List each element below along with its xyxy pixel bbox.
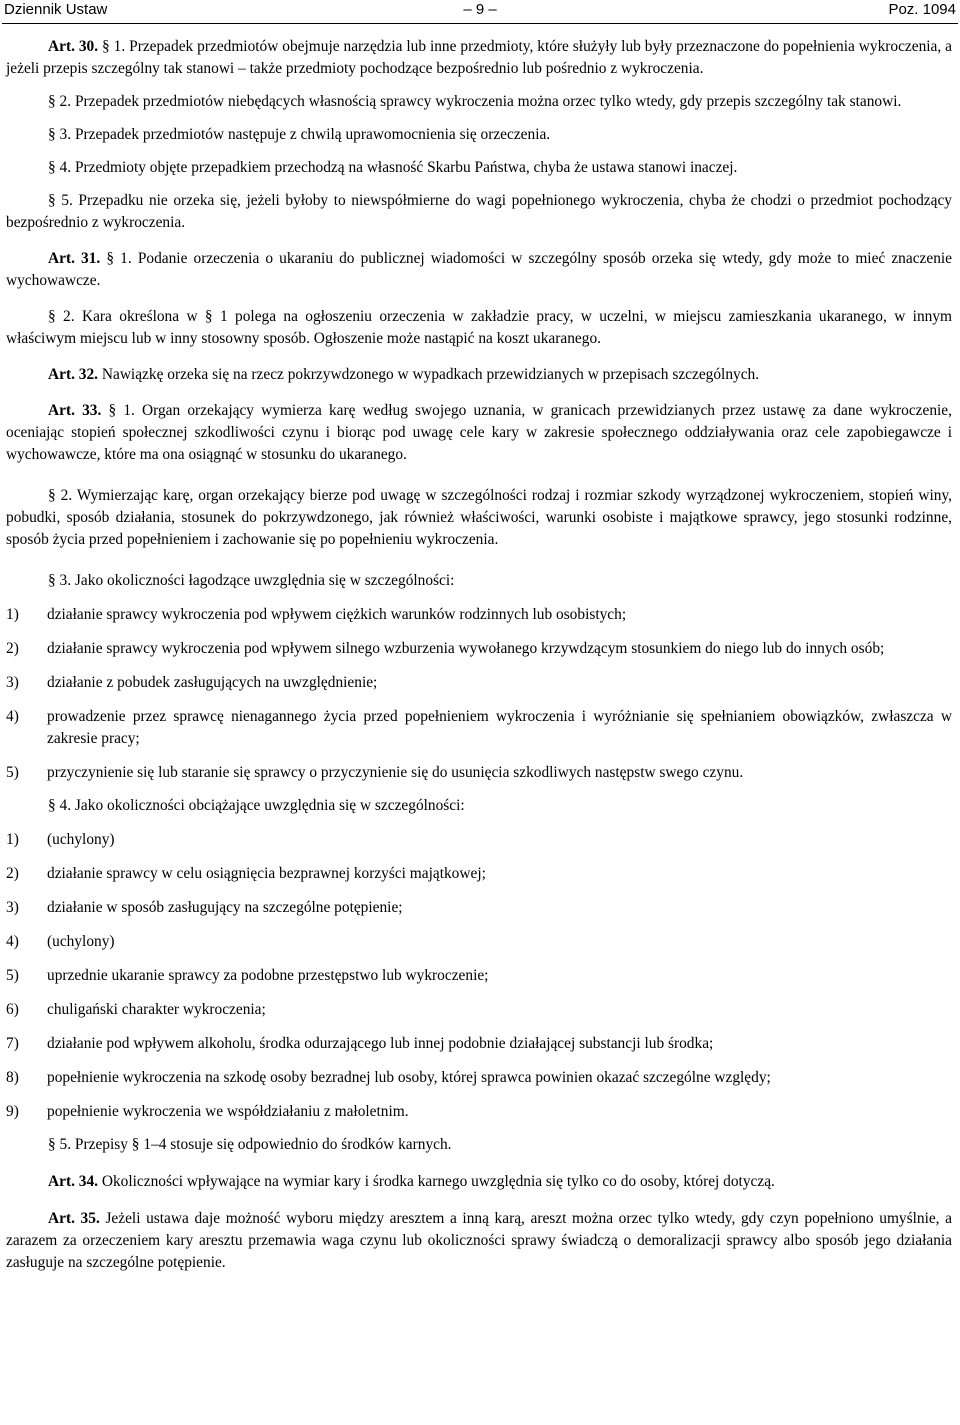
- list-item: [6, 638, 952, 660]
- article-label: Art. 32.: [48, 366, 99, 383]
- position-number: Poz. 1094: [888, 1, 956, 18]
- paragraph-text: Przepadek przedmiotów następuje z chwilą uprawomocnienia się orzeczenia.: [74, 126, 551, 143]
- art33-par5: § 5. Przepisy § 1–4 stosuje się odpowiednio do środków karnych.: [48, 1136, 452, 1153]
- list-item-text: uprzednie ukaranie sprawcy za podobne przestępstwo lub wykroczenie;: [47, 967, 489, 984]
- paragraph-text: Podanie orzeczenia o ukaraniu do publicznej wiadomości w szczególny sposób orzeka się wtedy, gdy może to mieć znaczenie wychowawcze.: [6, 250, 952, 289]
- publication-title: Dziennik Ustaw: [4, 1, 108, 18]
- list-item: [6, 965, 952, 987]
- list-item-text: chuligański charakter wykroczenia;: [47, 1001, 266, 1018]
- art30-par1: [6, 36, 952, 80]
- art30-par3: [6, 124, 952, 146]
- article-label: Art. 34.: [48, 1173, 99, 1190]
- art32: [6, 364, 952, 386]
- list-item-text: popełnienie wykroczenia we współdziałaniu z małoletnim.: [47, 1103, 409, 1120]
- art34: [6, 1171, 952, 1193]
- list-item-number: 2): [6, 865, 19, 882]
- article-label: Art. 33.: [48, 402, 102, 419]
- list-item-number: 1): [6, 606, 19, 623]
- paragraph-text: Organ orzekający wymierza karę według swojego uznania, w granicach przewidzianych przez ustawę za dane wykroczenie, oceniając stopień społecznej szkodliwości czynu i biorąc pod uwagę cele kary w zakresie społecznego oddziaływania oraz cele zapobiegawcze i wychowawcze, które ma ona osiągnąć w stosunku do ukaranego.: [6, 402, 952, 463]
- document-body: [6, 36, 952, 1274]
- list-item: [6, 897, 952, 919]
- article-label: Art. 31.: [48, 250, 101, 267]
- list-item: [6, 672, 952, 694]
- art30-par2: [6, 91, 952, 113]
- art35: [6, 1208, 952, 1274]
- list-item-number: 7): [6, 1035, 19, 1052]
- list-item-number: 8): [6, 1069, 19, 1086]
- art33-par3: § 3. Jako okoliczności łagodzące uwzględnia się w szczególności:: [48, 572, 455, 589]
- article-label: Art. 35.: [48, 1210, 100, 1227]
- page-number: – 9 –: [463, 1, 497, 18]
- list-item-number: 2): [6, 640, 19, 657]
- list-item-number: 1): [6, 831, 19, 848]
- list-item-number: 3): [6, 674, 19, 691]
- article-label: Art. 30.: [48, 38, 99, 55]
- paragraph-number: § 1.: [102, 38, 126, 55]
- paragraph-text: Przepadek przedmiotów niebędących własnością sprawcy wykroczenia można orzec tylko wtedy, gdy przepis szczególny tak stanowi.: [74, 93, 902, 110]
- paragraph-text: Kara określona w § 1 polega na ogłoszeniu orzeczenia w zakładzie pracy, w uczelni, w miejscu zamieszkania ukaranego, w innym właściwym miejscu lub w inny stosowny sposób. Ogłoszenie może nastąpić na koszt ukaranego.: [6, 308, 952, 347]
- list-item-number: 5): [6, 967, 19, 984]
- art30-par4: [6, 157, 952, 179]
- list-item-text: (uchylony): [47, 831, 115, 848]
- list-item: [6, 706, 952, 750]
- art31-par1: [6, 248, 952, 292]
- list-item-number: 4): [6, 708, 19, 725]
- page-header: [2, 1, 958, 24]
- list-item: [6, 1067, 952, 1089]
- list-item-text: działanie sprawcy wykroczenia pod wpływem silnego wzburzenia wywołanego krzywdzącym stosunkiem do niego lub do innych osób;: [47, 640, 885, 657]
- list-item: [6, 1101, 952, 1123]
- paragraph-number: § 2.: [48, 93, 72, 110]
- list-item-text: działanie sprawcy wykroczenia pod wpływem ciężkich warunków rodzinnych lub osobistych;: [47, 606, 627, 623]
- art33-par4: § 4. Jako okoliczności obciążające uwzględnia się w szczególności:: [48, 797, 465, 814]
- list-item-text: (uchylony): [47, 933, 115, 950]
- paragraph-text: Okoliczności wpływające na wymiar kary i środka karnego uwzględnia się tylko co do osoby, której dotyczą.: [101, 1173, 775, 1190]
- art31-par2: [6, 306, 952, 350]
- list-item: [6, 829, 952, 851]
- list-item-text: popełnienie wykroczenia na szkodę osoby bezradnej lub osoby, której sprawca powinien okazać szczególne względy;: [47, 1069, 771, 1086]
- list-item-text: prowadzenie przez sprawcę nienagannego życia przed popełnieniem wykroczenia i wyróżnianie się spełnianiem obowiązków, zwłaszcza w zakresie pracy;: [47, 708, 952, 747]
- list-item: [6, 762, 952, 784]
- art30-par5: [6, 190, 952, 234]
- paragraph-text: Przepadek przedmiotów obejmuje narzędzia lub inne przedmioty, które służyły lub były przeznaczone do popełnienia wykroczenia, a jeżeli przepis szczególny tak stanowi – także przedmioty pochodzące bezpośrednio lub pośrednio z wykroczenia.: [6, 38, 952, 77]
- paragraph-text: Jeżeli ustawa daje możność wyboru między aresztem a inną karą, areszt można orzec tylko wtedy, gdy czyn popełniono umyślnie, a zarazem za orzeczeniem kary aresztu przemawia waga czynu lub okoliczności sprawy świadczą o demoralizacji sprawcy albo sposób jego działania zasługuje na szczególne potępienie.: [6, 1210, 952, 1271]
- paragraph-number: § 5.: [48, 192, 73, 209]
- paragraph-text: Przedmioty objęte przepadkiem przechodzą na własność Skarbu Państwa, chyba że ustawa stanowi inaczej.: [74, 159, 738, 176]
- paragraph-number: § 3.: [48, 126, 72, 143]
- paragraph-number: § 2.: [48, 308, 75, 325]
- paragraph-number: § 1.: [106, 250, 132, 267]
- list-item: [6, 1033, 952, 1055]
- list-item-text: działanie z pobudek zasługujących na uwzględnienie;: [47, 674, 378, 691]
- list-item-text: działanie pod wpływem alkoholu, środka odurzającego lub innej podobnie działającej substancji lub środka;: [47, 1035, 714, 1052]
- paragraph-number: § 1.: [108, 402, 135, 419]
- paragraph-number: § 4.: [48, 159, 72, 176]
- art33-par2: § 2. Wymierzając karę, organ orzekający bierze pod uwagę w szczególności rodzaj i rozmiar szkody wyrządzonej wykroczeniem, stopień winy, pobudki, sposób działania, stosunek do pokrzywdzonego, jak również właściwości, warunki osobiste i majątkowe sprawcy, jego stosunki rodzinne, sposób życia przed popełnieniem i zachowanie się po popełnieniu wykroczenia.: [6, 487, 952, 548]
- paragraph-text: Przepadku nie orzeka się, jeżeli byłoby to niewspółmierne do wagi popełnionego wykroczenia, chyba że chodzi o przedmiot pochodzący bezpośrednio z wykroczenia.: [6, 192, 952, 231]
- list-item-text: działanie sprawcy w celu osiągnięcia bezprawnej korzyści majątkowej;: [47, 865, 486, 882]
- list-item-number: 9): [6, 1103, 19, 1120]
- list-item-text: działanie w sposób zasługujący na szczególne potępienie;: [47, 899, 403, 916]
- list-item-number: 3): [6, 899, 19, 916]
- list-item-number: 5): [6, 764, 19, 781]
- list-item-number: 4): [6, 933, 19, 950]
- mitigating-circumstances-list: [6, 604, 952, 784]
- paragraph-text: Nawiązkę orzeka się na rzecz pokrzywdzonego w wypadkach przewidzianych w przepisach szczególnych.: [101, 366, 760, 383]
- list-item: [6, 931, 952, 953]
- list-item-number: 6): [6, 1001, 19, 1018]
- list-item-text: przyczynienie się lub staranie się sprawcy o przyczynienie się do usunięcia szkodliwych następstw swego czynu.: [47, 764, 744, 781]
- art33-par1: [6, 400, 952, 466]
- aggravating-circumstances-list: [6, 829, 952, 1123]
- list-item: [6, 863, 952, 885]
- list-item: [6, 999, 952, 1021]
- list-item: [6, 604, 952, 626]
